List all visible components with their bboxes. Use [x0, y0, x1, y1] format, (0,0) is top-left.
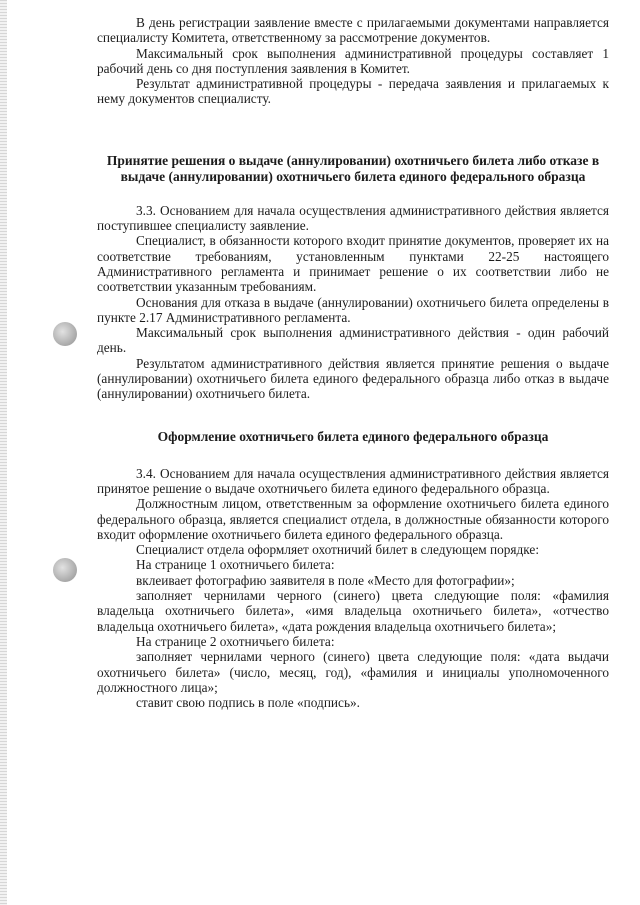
- paragraph: Результатом административного действия является принятие решения о выдаче (аннулировании) охотничьего билета единого федерального образца либо отказ в выдаче (аннулировании) охотничьего билета.: [97, 355, 609, 402]
- paragraph: В день регистрации заявление вместе с прилагаемыми документами направляется специалисту Комитета, ответственному за рассмотрение документов.: [97, 15, 609, 46]
- scan-edge: [0, 0, 7, 905]
- paragraph: 3.3. Основанием для начала осуществления административного действия является поступившее специалисту заявление.: [97, 202, 609, 234]
- punch-hole: [53, 322, 77, 346]
- paragraph: Специалист, в обязанности которого входит принятие документов, проверяет их на соответствие требованиям, установленным пунктами 22-25 настоящего Административного регламента и принимает решение о их соответствии либо не соответствии указанным требованиям.: [97, 233, 609, 295]
- list-item: заполняет чернилами черного (синего) цвета следующие поля: «фамилия владельца охотничьего билета», «имя владельца охотничьего билета», «отчество владельца охотничьего билета», «дата рождения владельца охотничьего билета»;: [97, 588, 609, 634]
- document-page: [97, 15, 609, 710]
- paragraph: Максимальный срок выполнения административной процедуры составляет 1 рабочий день со дня поступления заявления в Комитет.: [97, 45, 609, 76]
- paragraph: Максимальный срок выполнения административного действия - один рабочий день.: [97, 325, 609, 356]
- paragraph: 3.4. Основанием для начала осуществления административного действия является принятое решение о выдаче охотничьего билета единого федерального образца.: [97, 465, 609, 496]
- list-item: заполняет чернилами черного (синего) цвета следующие поля: «дата выдачи охотничьего билета» (число, месяц, год), «фамилия и инициалы уполномоченного должностного лица»;: [97, 649, 609, 695]
- list-item: ставит свою подпись в поле «подпись».: [136, 695, 360, 711]
- paragraph: Результат административной процедуры - передача заявления и прилагаемых к нему документов специалисту.: [97, 76, 609, 107]
- paragraph: Специалист отдела оформляет охотничий билет в следующем порядке:: [136, 542, 540, 558]
- list-item: вклеивает фотографию заявителя в поле «Место для фотографии»;: [136, 572, 515, 588]
- paragraph: Должностным лицом, ответственным за оформление охотничьего билета единого федерального образца, является специалист отдела, в должностные обязанности которого входит оформление охотничьего билета единого федерального образца.: [97, 496, 609, 542]
- punch-hole: [53, 558, 77, 582]
- list-item: На странице 1 охотничьего билета:: [136, 557, 335, 573]
- section-heading: Принятие решения о выдаче (аннулировании) охотничьего билета либо отказе в выдаче (аннулировании) охотничьего билета единого федерального образца: [106, 152, 600, 184]
- list-item: На странице 2 охотничьего билета:: [136, 633, 335, 649]
- paragraph: Основания для отказа в выдаче (аннулировании) охотничьего билета определены в пункте 2.17 Административного регламента.: [97, 294, 609, 325]
- section-heading: Оформление охотничьего билета единого федерального образца: [157, 428, 549, 444]
